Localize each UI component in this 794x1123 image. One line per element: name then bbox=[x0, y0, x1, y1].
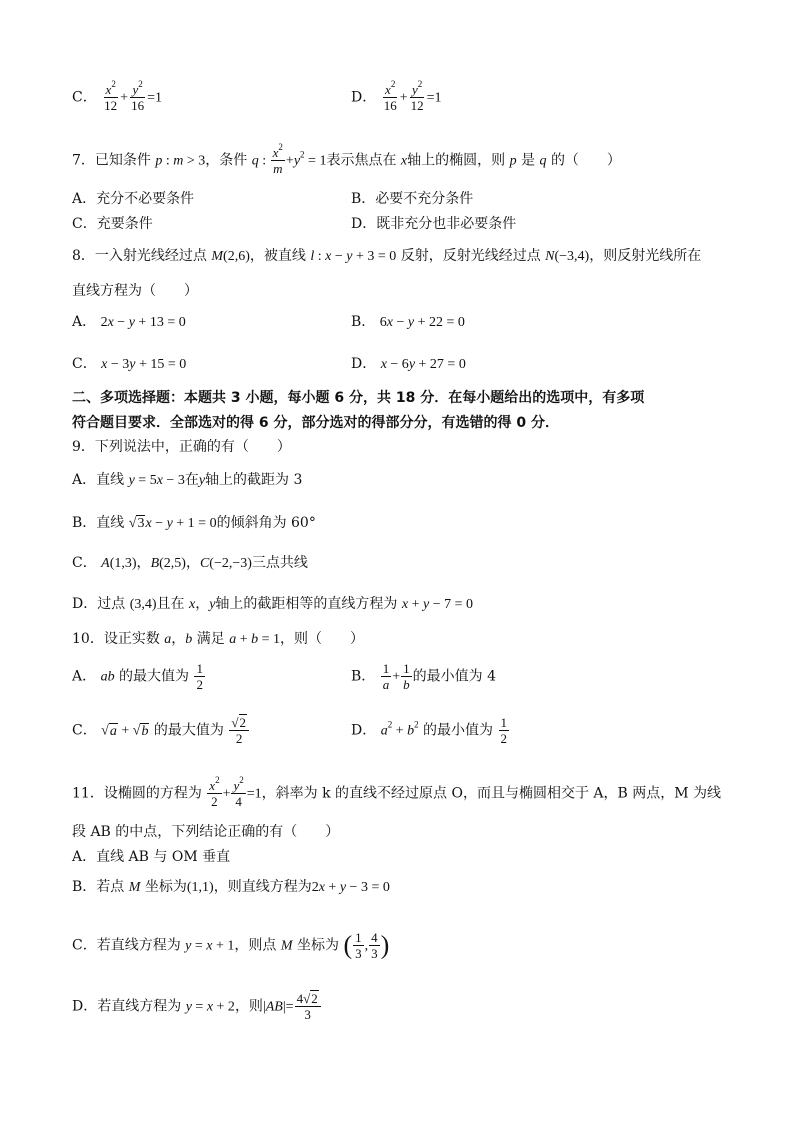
fraction: $\frac{1}{b}$ bbox=[403, 661, 410, 692]
q11-stem-line2: 段 AB 的中点，下列结论正确的有（ ） bbox=[72, 824, 340, 840]
fraction: $\frac{x^2}{16}$ bbox=[383, 79, 397, 113]
fraction: $\frac{x^2}{12}$ bbox=[104, 79, 118, 113]
q11-option-d: D．若直线方程为 y = x + 2，则|AB|= $\frac{4√2}{3}$ bbox=[72, 991, 722, 1022]
q9-stem: 9．下列说法中，正确的有（ ） bbox=[72, 439, 291, 455]
fraction: $\frac{1}{2}$ bbox=[196, 661, 203, 692]
q7-option-a: A．充分不必要条件 bbox=[72, 191, 195, 207]
q9-option-b: B．直线 √3x − y + 1 = 0的倾斜角为 60° bbox=[72, 515, 316, 531]
q11-stem: 11．设椭圆的方程为 $\frac{x^2}{2}$ + $\frac{y^2}{4}$ =1，斜率为 k 的直线不经过原点 O，而且与椭圆相交于 A，B 两点，M 为线 bbox=[72, 775, 722, 809]
q8-option-c: C． x − 3y + 15 = 0 bbox=[72, 356, 187, 372]
q7-option-b: B．必要不充分条件 bbox=[351, 191, 474, 207]
q10-option-d: D． $a^2 + b^2$ 的最小值为 $\frac{1}{2}$ bbox=[351, 715, 507, 746]
section-heading-line2: 符合题目要求．全部选对的得 6 分，部分选对的得部分分，有选错的得 0 分． bbox=[72, 415, 559, 431]
q10-option-a: A． ab 的最大值为 $\frac{1}{2}$ bbox=[72, 661, 203, 692]
q8-option-a: A． 2x − y + 13 = 0 bbox=[72, 314, 186, 330]
fraction: $\frac{4}{3}$ bbox=[371, 930, 378, 961]
fraction: $\frac{√2}{2}$ bbox=[229, 715, 249, 746]
q8-stem-line2: 直线方程为（ ） bbox=[72, 283, 198, 299]
q8-stem: 8．一入射光线经过点 M(2,6)，被直线 l : x − y + 3 = 0 反射，反射光线经过点 N(−3,4)，则反射光线所在 bbox=[72, 248, 702, 264]
q10-option-b: B． $\frac{1}{a}$ + $\frac{1}{b}$ 的最小值为 4 bbox=[351, 661, 497, 692]
q9-option-a: A．直线 y = 5x − 3在y轴上的截距为 3 bbox=[72, 472, 303, 488]
fraction: $\frac{y^2}{16}$ bbox=[131, 79, 145, 113]
q11-option-b: B．若点 M 坐标为(1,1)，则直线方程为2x + y − 3 = 0 bbox=[72, 879, 390, 895]
q6-option-d: D． $\frac{x^2}{16}$ + $\frac{y^2}{12}$ =1 bbox=[351, 79, 442, 113]
fraction: $\frac{1}{3}$ bbox=[355, 930, 362, 961]
q10-stem: 10．设正实数 a，b 满足 a + b = 1，则（ ） bbox=[72, 631, 364, 647]
fraction: $\frac{y^2}{12}$ bbox=[410, 79, 424, 113]
q6-option-d-label: D． bbox=[351, 89, 377, 106]
fraction: $\frac{x^2}{m}$ bbox=[272, 142, 283, 176]
q7-option-d: D．既非充分也非必要条件 bbox=[351, 216, 517, 232]
q9-option-c: C． A(1,3)，B(2,5)，C(−2,−3)三点共线 bbox=[72, 555, 308, 571]
fraction: $\frac{4√2}{3}$ bbox=[295, 991, 321, 1022]
q9-option-d: D．过点 (3,4)且在 x，y轴上的截距相等的直线方程为 x + y − 7 = 0 bbox=[72, 596, 473, 612]
q10-option-c: C． √a + √b 的最大值为 $\frac{√2}{2}$ bbox=[72, 715, 722, 746]
q11-option-a: A．直线 AB 与 OM 垂直 bbox=[72, 849, 231, 865]
fraction: $\frac{y^2}{4}$ bbox=[233, 775, 244, 809]
q6-option-c: C． $\frac{x^2}{12}$ + $\frac{y^2}{16}$ =1 bbox=[72, 79, 162, 113]
fraction: $\frac{1}{2}$ bbox=[500, 715, 507, 746]
q8-option-b: B． 6x − y + 22 = 0 bbox=[351, 314, 465, 330]
fraction: $\frac{1}{a}$ bbox=[382, 661, 390, 692]
q7-stem: 7．已知条件 p : m > 3，条件 q : $\frac{x^2}{m}$ $+y^2 = 1$表示焦点在 x轴上的椭圆，则 p 是 q 的（ ） bbox=[72, 142, 621, 176]
section-heading: 二、多项选择题：本题共 3 小题，每小题 6 分，共 18 分．在每小题给出的选项中，有多项 bbox=[72, 390, 645, 406]
q7-option-c: C．充要条件 bbox=[72, 216, 153, 232]
q11-option-c: C．若直线方程为 y = x + 1，则点 M 坐标为 ( $\frac{1}{3}$ , $\frac{4}{3}$ ) bbox=[72, 930, 390, 961]
q8-option-d: D． x − 6y + 27 = 0 bbox=[351, 356, 466, 372]
fraction: $\frac{x^2}{2}$ bbox=[209, 775, 220, 809]
q6-option-c-label: C． bbox=[72, 89, 97, 106]
